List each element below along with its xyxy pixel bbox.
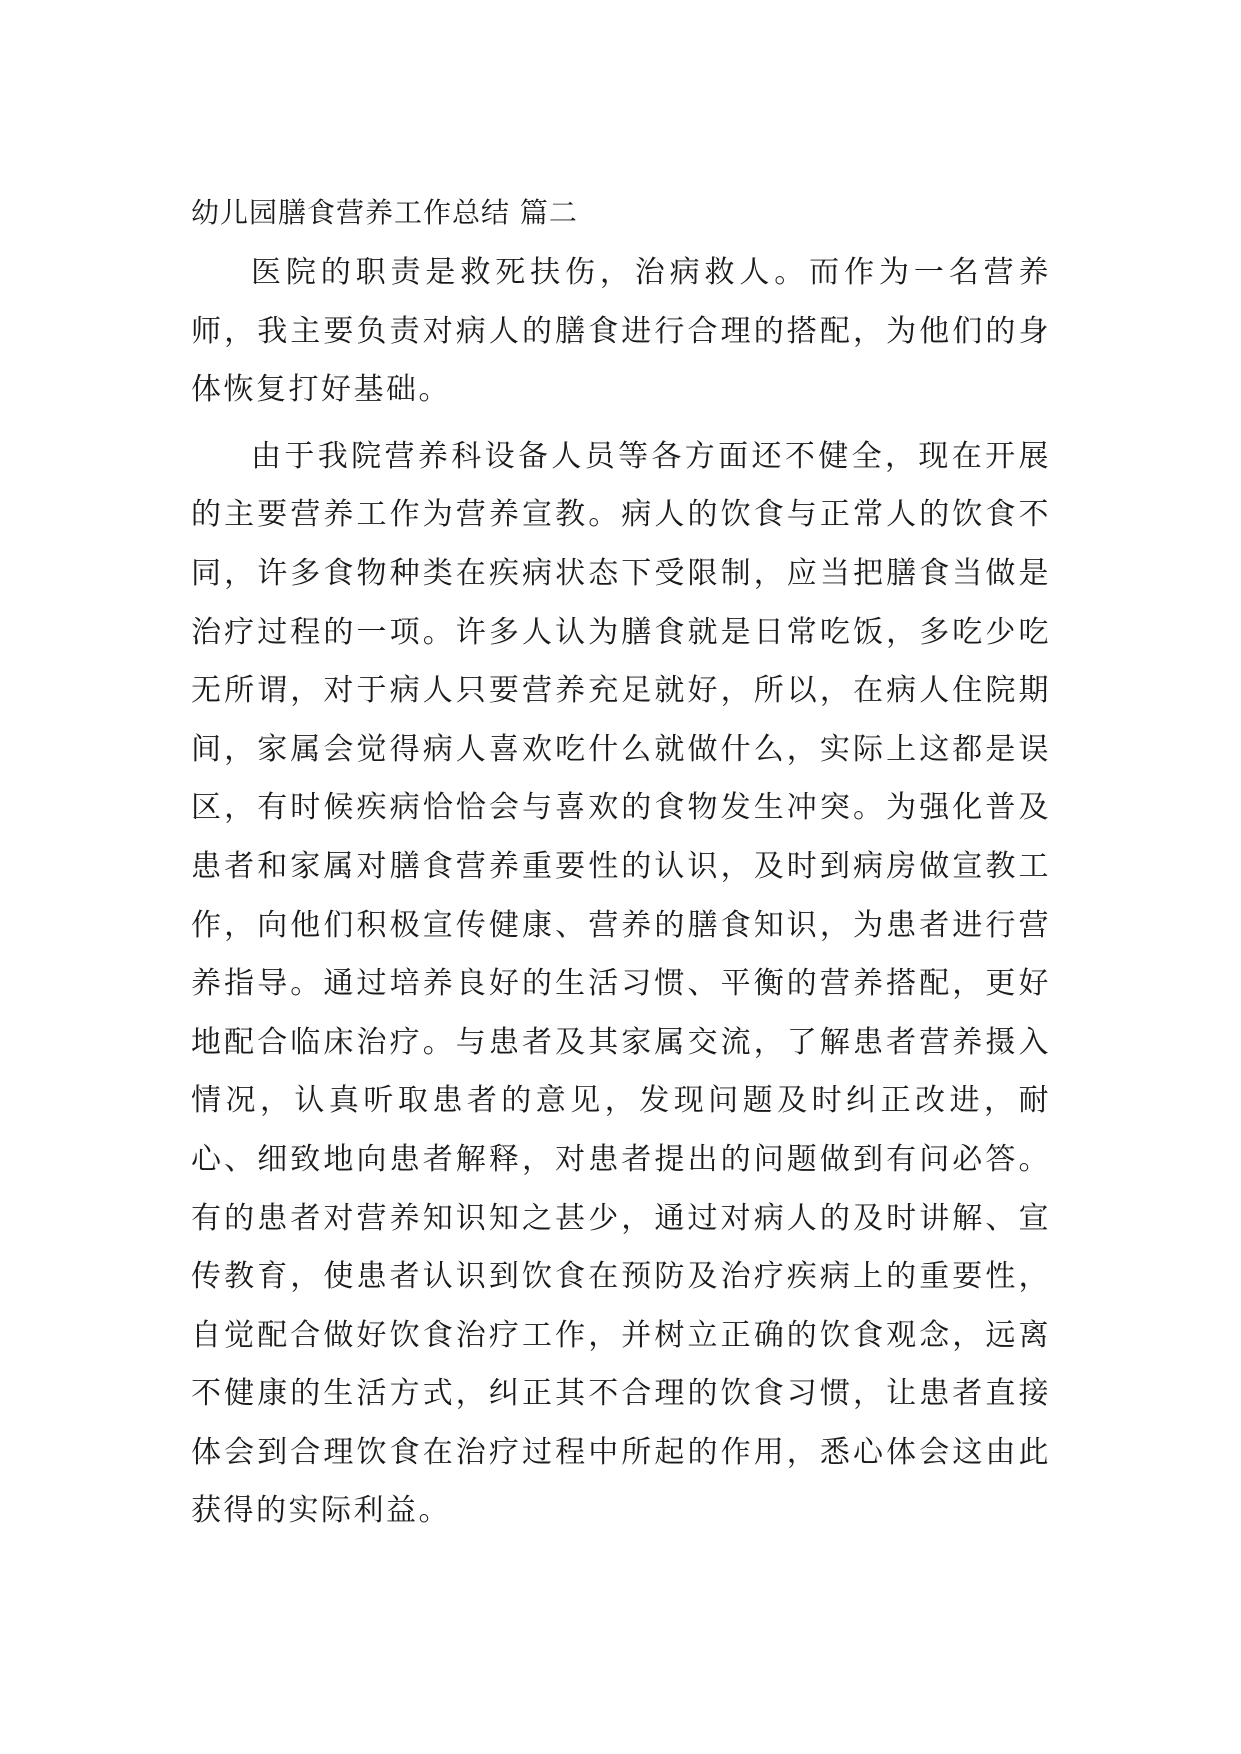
paragraph-1: 医院的职责是救死扶伤，治病救人。而作为一名营养师，我主要负责对病人的膳食进行合理的搭配，为他们的身体恢复打好基础。 — [191, 255, 1051, 408]
paragraph-2: 由于我院营养科设备人员等各方面还不健全，现在开展的主要营养工作为营养宣教。病人的饮食与正常人的饮食不同，许多食物种类在疾病状态下受限制，应当把膳食当做是治疗过程的一项。许多人认为膳食就是日常吃饭，多吃少吃无所谓，对于病人只要营养充足就好，所以，在病人住院期间，家属会觉得病人喜欢吃什么就做什么，实际上这都是误区，有时候疾病恰恰会与喜欢的食物发生冲突。为强化普及患者和家属对膳食营养重要性的认识，及时到病房做宣教工作，向他们积极宣传健康、营养的膳食知识，为患者进行营养指导。通过培养良好的生活习惯、平衡的营养搭配，更好地配合临床治疗。与患者及其家属交流，了解患者营养摄入情况，认真听取患者的意见，发现问题及时纠正改进，耐心、细致地向患者解释，对患者提出的问题做到有问必答。有的患者对营养知识知之甚少，通过对病人的及时讲解、宣传教育，使患者认识到饮食在预防及治疗疾病上的重要性，自觉配合做好饮食治疗工作，并树立正确的饮食观念，远离不健康的生活方式，纠正其不合理的饮食习惯，让患者直接体会到合理饮食在治疗过程中所起的作用，悉心体会这由此获得的实际利益。 — [191, 438, 1051, 1529]
document-body — [191, 188, 1051, 1549]
document-title: 幼儿园膳食营养工作总结 篇二 — [191, 196, 578, 229]
